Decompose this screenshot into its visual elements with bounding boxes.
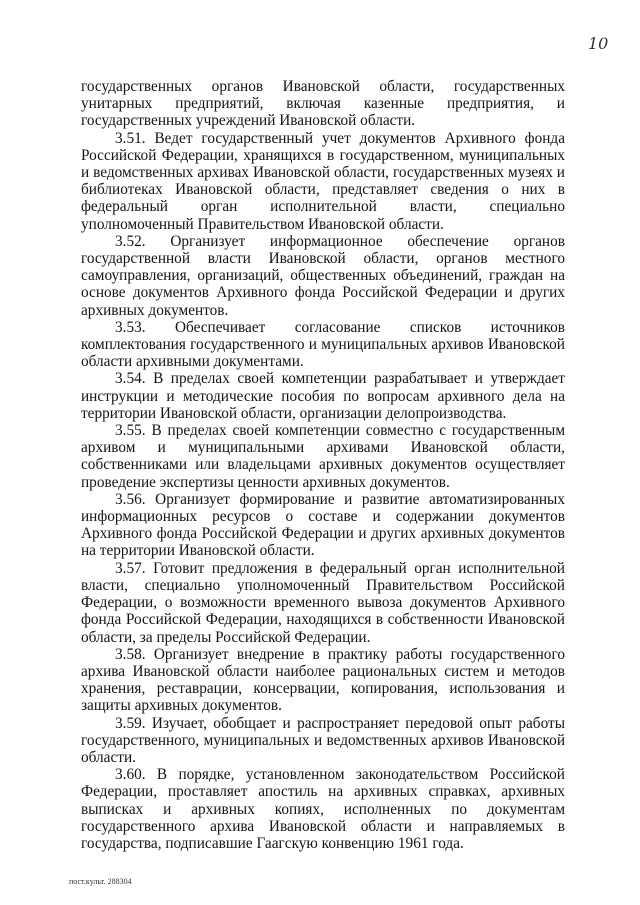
paragraph-continuation: государственных органов Ивановской области, государственных унитарных предприятий, включая казенные предприятия, и государственных учреждений Ивановской области. bbox=[81, 78, 565, 130]
paragraph-3-56: 3.56. Организует формирование и развитие автоматизированных информационных ресурсов о составе и содержании документов Архивного фонда Российской Федерации и других архивных документов на территории Ивановской области. bbox=[81, 490, 565, 560]
paragraph-3-51: 3.51. Ведет государственный учет документов Архивного фонда Российской Федерации, хранящихся в государственном, муниципальных и ведомственных архивах Ивановской области, государственных музеях и библиотеках Ивановской области, представляет сведения о них в федеральный орган исполнительной власти, специально уполномоченный Правительством Ивановской области. bbox=[81, 129, 565, 233]
page-number: 10 bbox=[588, 34, 609, 53]
paragraph-3-54: 3.54. В пределах своей компетенции разрабатывает и утверждает инструкции и методические пособия по вопросам архивного дела на территории Ивановской области, организации делопроизводства. bbox=[81, 370, 565, 422]
paragraph-3-58: 3.58. Организует внедрение в практику работы государственного архива Ивановской области наиболее рациональных систем и методов хранения, реставрации, консервации, копирования, использования и защиты архивных документов. bbox=[81, 645, 565, 715]
paragraph-3-60: 3.60. В порядке, установленном законодательством Российской Федерации, проставляет апостиль на архивных справках, архивных выписках и архивных копиях, исполненных по документам государственного архива Ивановской области и направляемых в государства, подписавшие Гаагскую конвенцию 1961 года. bbox=[81, 766, 565, 852]
paragraph-3-59: 3.59. Изучает, обобщает и распространяет передовой опыт работы государственного, муниципальных и ведомственных архивов Ивановской области. bbox=[81, 714, 565, 766]
paragraph-3-57: 3.57. Готовит предложения в федеральный орган исполнительной власти, специально уполномоченный Правительством Российской Федерации, о возможности временного вывоза документов Архивного фонда Российской Федерации, находящихся в собственности Ивановской области, за пределы Российской Федерации. bbox=[81, 559, 565, 646]
paragraph-3-52: 3.52. Организует информационное обеспечение органов государственной власти Ивановской области, органов местного самоуправления, организаций, общественных объединений, граждан на основе документов Архивного фонда Российской Федерации и других архивных документов. bbox=[81, 232, 565, 319]
document-body bbox=[81, 78, 565, 852]
paragraph-3-55: 3.55. В пределах своей компетенции совместно с государственным архивом и муниципальными архивами Ивановской области, собственниками или владельцами архивных документов осуществляет проведение экспертизы ценности архивных документов. bbox=[81, 422, 565, 491]
footer-code: пост.культ. 288304 bbox=[69, 877, 132, 886]
paragraph-3-53: 3.53. Обеспечивает согласование списков источников комплектования государственного и муниципальных архивов Ивановской области архивными документами. bbox=[81, 318, 565, 371]
